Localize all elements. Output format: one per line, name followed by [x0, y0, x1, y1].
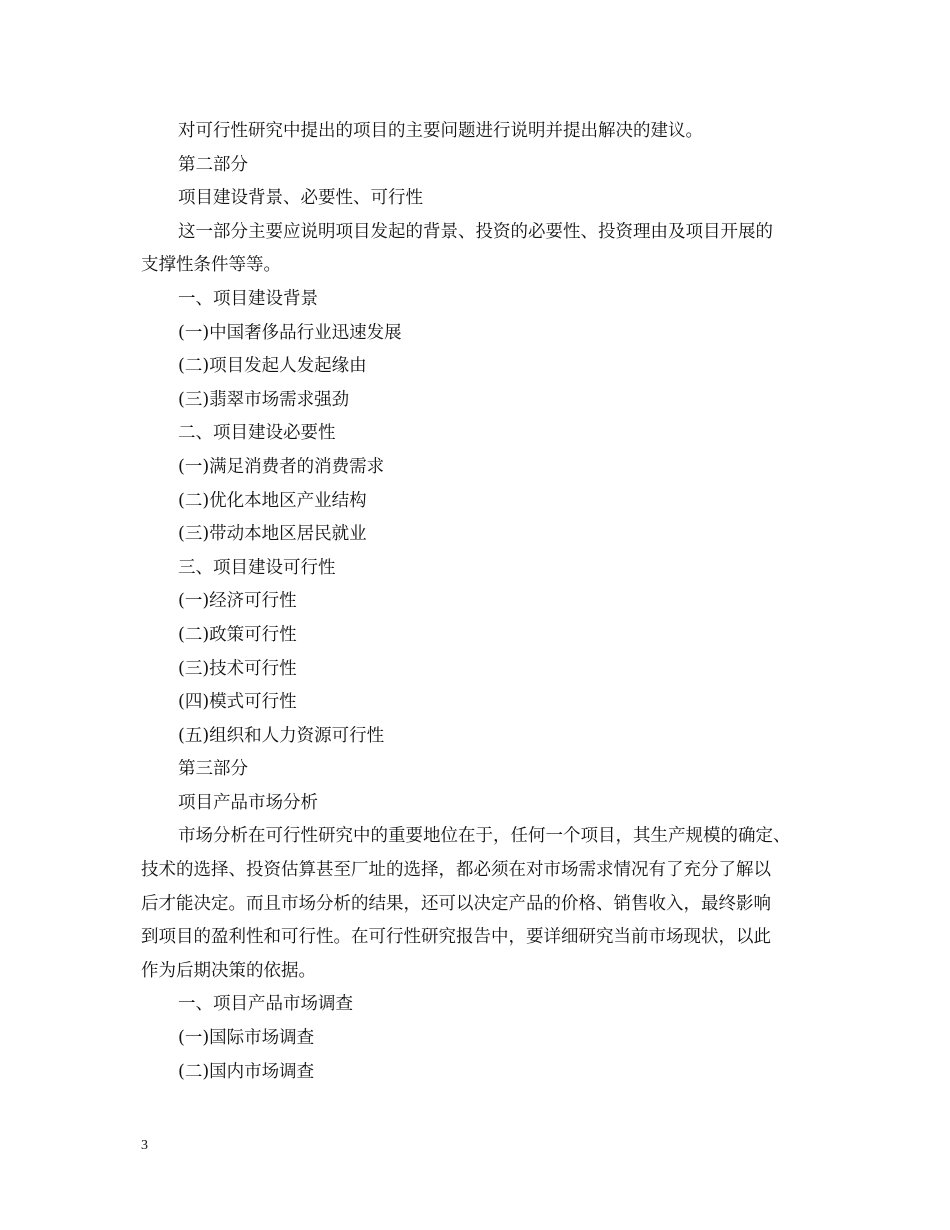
paragraph-line: 后才能决定。而且市场分析的结果，还可以决定产品的价格、销售收入，最终影响 — [141, 893, 771, 914]
list-item: (二)国内市场调查 — [178, 1061, 315, 1082]
section-title: 项目建设背景、必要性、可行性 — [178, 188, 423, 209]
paragraph-line: 技术的选择、投资估算甚至厂址的选择，都必须在对市场需求情况有了充分了解以 — [141, 860, 771, 881]
section-heading: 第三部分 — [178, 759, 248, 780]
list-item: (五)组织和人力资源可行性 — [178, 725, 385, 746]
list-item: (三)带动本地区居民就业 — [178, 524, 367, 545]
section-heading: 第二部分 — [178, 154, 248, 175]
section-title: 项目产品市场分析 — [178, 792, 318, 813]
paragraph-line: 市场分析在可行性研究中的重要地位在于，任何一个项目，其生产规模的确定、 — [178, 826, 791, 847]
list-item: (二)政策可行性 — [178, 624, 297, 645]
list-item: (四)模式可行性 — [178, 692, 297, 713]
text-line: 对可行性研究中提出的项目的主要问题进行说明并提出解决的建议。 — [178, 121, 703, 141]
list-item: (三)翡翠市场需求强劲 — [178, 389, 350, 410]
document-body — [141, 115, 831, 1089]
paragraph-line: 到项目的盈利性和可行性。在可行性研究报告中，要详细研究当前市场现状，以此 — [141, 927, 771, 948]
list-item: (三)技术可行性 — [178, 658, 297, 679]
list-item: (一)国际市场调查 — [178, 1028, 315, 1049]
paragraph-line: 这一部分主要应说明项目发起的背景、投资的必要性、投资理由及项目开展的 — [178, 221, 773, 242]
list-item: 一、项目建设背景 — [178, 288, 318, 309]
list-item: 三、项目建设可行性 — [178, 557, 336, 578]
list-item: 二、项目建设必要性 — [178, 423, 336, 444]
page-number: 3 — [141, 1138, 148, 1153]
paragraph-market-analysis — [141, 820, 831, 988]
list-item: (一)中国奢侈品行业迅速发展 — [178, 322, 402, 343]
list-item: (二)项目发起人发起缘由 — [178, 356, 367, 377]
paragraph-line: 作为后期决策的依据。 — [141, 960, 316, 981]
paragraph-background-intro — [141, 216, 831, 283]
list-item: (一)经济可行性 — [178, 591, 297, 612]
list-item: (二)优化本地区产业结构 — [178, 490, 367, 511]
paragraph-line: 支撑性条件等等。 — [141, 255, 281, 276]
list-item: 一、项目产品市场调查 — [178, 994, 353, 1015]
list-item: (一)满足消费者的消费需求 — [178, 456, 385, 477]
